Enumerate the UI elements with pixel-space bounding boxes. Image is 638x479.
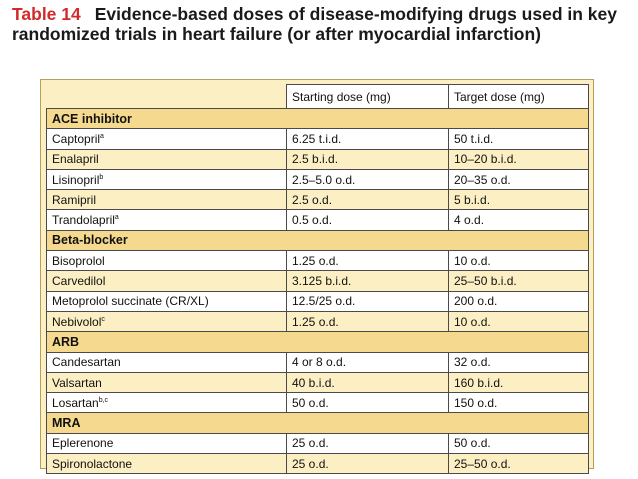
group-name: Beta-blocker	[47, 230, 589, 250]
starting-dose-cell: 40 b.i.d.	[287, 372, 449, 392]
drug-name: Enalapril	[52, 152, 99, 167]
starting-dose-cell: 2.5 o.d.	[287, 190, 449, 210]
starting-dose-cell: 25 o.d.	[287, 454, 449, 474]
starting-dose-cell: 4 or 8 o.d.	[287, 352, 449, 372]
header-empty-cell	[47, 85, 287, 109]
table-row	[47, 291, 589, 311]
starting-dose-cell: 2.5 b.i.d.	[287, 149, 449, 169]
group-row	[47, 109, 589, 129]
target-dose-cell: 32 o.d.	[449, 352, 589, 372]
target-dose-cell: 25–50 o.d.	[449, 454, 589, 474]
footnote-marker: b,c	[98, 396, 109, 404]
drug-cell	[47, 372, 287, 392]
starting-dose-cell: 6.25 t.i.d.	[287, 129, 449, 149]
group-name: ACE inhibitor	[47, 109, 589, 129]
drug-name: Nebivolol	[52, 314, 102, 329]
table-row	[47, 210, 589, 230]
drug-name: Metoprolol succinate (CR/XL)	[52, 294, 209, 309]
group-row	[47, 413, 589, 433]
table-row	[47, 372, 589, 392]
drug-cell	[47, 251, 287, 271]
target-dose-cell: 10 o.d.	[449, 251, 589, 271]
table-caption	[12, 4, 632, 44]
footnote-marker: a	[114, 214, 119, 222]
group-name: ARB	[47, 332, 589, 352]
drug-name: Lisinopril	[52, 172, 100, 187]
header-starting-dose: Starting dose (mg)	[287, 85, 449, 109]
drug-cell	[47, 271, 287, 291]
starting-dose-cell: 0.5 o.d.	[287, 210, 449, 230]
drug-cell	[47, 190, 287, 210]
drug-name: Valsartan	[52, 375, 102, 390]
table-row	[47, 169, 589, 189]
drug-name: Ramipril	[52, 192, 97, 207]
starting-dose-cell: 50 o.d.	[287, 393, 449, 413]
starting-dose-cell: 1.25 o.d.	[287, 251, 449, 271]
target-dose-cell: 4 o.d.	[449, 210, 589, 230]
drug-cell	[47, 311, 287, 331]
drug-name: Bisoprolol	[52, 253, 105, 268]
group-row	[47, 332, 589, 352]
target-dose-cell: 200 o.d.	[449, 291, 589, 311]
drug-cell	[47, 210, 287, 230]
footnote-marker: a	[100, 132, 104, 140]
group-name: MRA	[47, 413, 589, 433]
drug-name: Spironolactone	[52, 456, 133, 471]
drug-cell	[47, 129, 287, 149]
drug-cell	[47, 149, 287, 169]
group-row	[47, 230, 589, 250]
table-row	[47, 311, 589, 331]
starting-dose-cell: 3.125 b.i.d.	[287, 271, 449, 291]
drug-cell	[47, 352, 287, 372]
drug-cell	[47, 393, 287, 413]
target-dose-cell: 160 b.i.d.	[449, 372, 589, 392]
starting-dose-cell: 25 o.d.	[287, 433, 449, 453]
header-row	[47, 85, 589, 109]
starting-dose-cell: 1.25 o.d.	[287, 311, 449, 331]
table-row	[47, 129, 589, 149]
drug-name: Trandolapril	[52, 213, 115, 228]
footnote-marker: c	[101, 315, 105, 323]
target-dose-cell: 10 o.d.	[449, 311, 589, 331]
footnote-marker: b	[99, 173, 104, 181]
drug-cell	[47, 169, 287, 189]
target-dose-cell: 25–50 b.i.d.	[449, 271, 589, 291]
caption-text: Evidence-based doses of disease-modifying drugs used in key randomized trials in heart failure (or after myocardial infarction)	[12, 4, 617, 44]
table-label: Table 14	[12, 4, 81, 24]
starting-dose-cell: 2.5–5.0 o.d.	[287, 169, 449, 189]
target-dose-cell: 5 b.i.d.	[449, 190, 589, 210]
drug-cell	[47, 433, 287, 453]
target-dose-cell: 10–20 b.i.d.	[449, 149, 589, 169]
drug-name: Carvedilol	[52, 274, 106, 289]
drug-name: Eplerenone	[52, 436, 114, 451]
dose-table	[46, 84, 589, 474]
table-row	[47, 251, 589, 271]
header-target-dose: Target dose (mg)	[449, 85, 589, 109]
drug-cell	[47, 454, 287, 474]
drug-name: Losartan	[52, 395, 99, 410]
table-row	[47, 454, 589, 474]
starting-dose-cell: 12.5/25 o.d.	[287, 291, 449, 311]
target-dose-cell: 50 t.i.d.	[449, 129, 589, 149]
drug-name: Candesartan	[52, 355, 121, 370]
table-row	[47, 352, 589, 372]
table-row	[47, 393, 589, 413]
table-row	[47, 190, 589, 210]
table-row	[47, 149, 589, 169]
drug-name: Captopril	[52, 131, 101, 146]
target-dose-cell: 150 o.d.	[449, 393, 589, 413]
table-row	[47, 271, 589, 291]
table-row	[47, 433, 589, 453]
target-dose-cell: 50 o.d.	[449, 433, 589, 453]
drug-cell	[47, 291, 287, 311]
target-dose-cell: 20–35 o.d.	[449, 169, 589, 189]
